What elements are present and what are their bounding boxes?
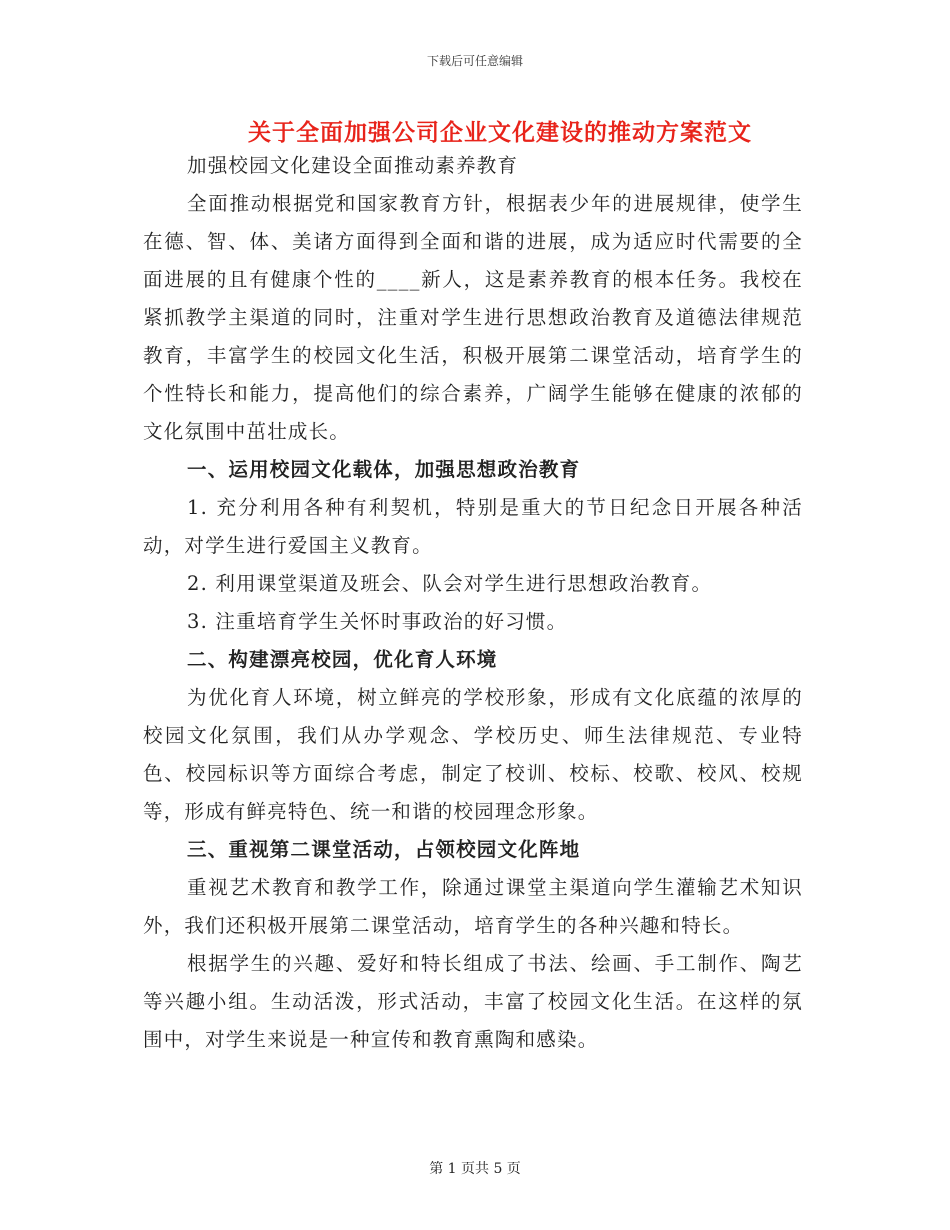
document-title: 关于全面加强公司企业文化建设的推动方案范文 [248,119,752,146]
document-body [143,147,803,1059]
subtitle: 加强校园文化建设全面推动素养教育 [187,154,519,177]
section-heading-3: 三、重视第二课堂活动，占领校园文化阵地 [187,838,581,861]
section-heading-2: 二、构建漂亮校园，优化育人环境 [187,648,498,671]
list-item-3: 3. 注重培育学生关怀时事政治的好习惯。 [187,610,568,633]
list-item-2: 2. 利用课堂渠道及班会、队会对学生进行思想政治教育。 [187,572,713,595]
page-header: 下载后可任意编辑 [426,54,523,68]
section-heading-1: 一、运用校园文化载体，加强思想政治教育 [187,458,581,481]
paragraph-intro: 全面推动根据党和国家教育方针，根据表少年的进展规律，使学生在德、智、体、美诸方面得到全面和谐的进展，成为适应时代需要的全面进展的且有健康个性的____新人，这是素养教育的根本任务。我校在紧抓教学主渠道的同时，注重对学生进行思想政治教育及道德法律规范教育，丰富学生的校园文化生活，积极开展第二课堂活动，培育学生的个性特长和能力，提高他们的综合素养，广阔学生能够在健康的浓郁的文化氛围中茁壮成长。 [143,192,803,443]
paragraph-section-3a: 重视艺术教育和教学工作，除通过课堂主渠道向学生灌输艺术知识外，我们还积极开展第二课堂活动，培育学生的各种兴趣和特长。 [143,876,803,937]
page-footer: 第 1 页共 5 页 [429,1161,521,1177]
paragraph-section-3b: 根据学生的兴趣、爱好和特长组成了书法、绘画、手工制作、陶艺等兴趣小组。生动活泼，形式活动，丰富了校园文化生活。在这样的氛围中，对学生来说是一种宣传和教育熏陶和感染。 [143,952,803,1051]
list-item-1: 1. 充分利用各种有利契机，特别是重大的节日纪念日开展各种活动，对学生进行爱国主义教育。 [143,496,803,557]
paragraph-section-2: 为优化育人环境，树立鲜亮的学校形象，形成有文化底蕴的浓厚的校园文化氛围，我们从办学观念、学校历史、师生法律规范、专业特色、校园标识等方面综合考虑，制定了校训、校标、校歌、校风、校规等，形成有鲜亮特色、统一和谐的校园理念形象。 [143,686,803,823]
